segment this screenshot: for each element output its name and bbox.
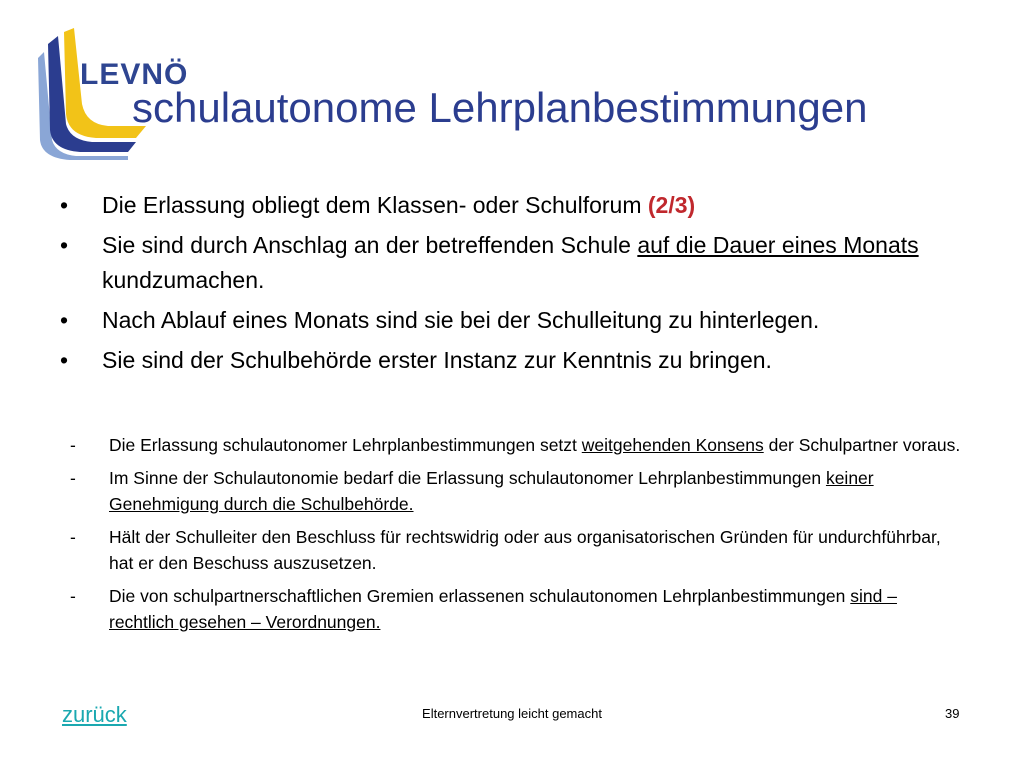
- dash-list: [66, 432, 966, 642]
- dash-text: Hält der Schulleiter den Beschluss für rechtswidrig oder aus organisatorischen Gründen für undurchführbar, hat er den Beschuss auszusetzen.: [109, 527, 941, 573]
- bullet-item: [58, 228, 958, 298]
- dash-item: [66, 583, 966, 635]
- bullet-item: [58, 343, 958, 378]
- dash-item: [66, 432, 966, 458]
- bullet-text: Die Erlassung obliegt dem Klassen- oder Schulforum: [102, 192, 648, 218]
- back-link[interactable]: zurück: [62, 702, 127, 727]
- dash-text: Im Sinne der Schulautonomie bedarf die Erlassung schulautonomer Lehrplanbestimmungen: [109, 468, 826, 488]
- dash-item: [66, 465, 966, 517]
- dash-text-post: der Schulpartner voraus.: [763, 435, 961, 455]
- dash-underlined: keiner Genehmigung durch die Schulbehörde.: [109, 468, 874, 514]
- bullet-text: Nach Ablauf eines Monats sind sie bei der Schulleitung zu hinterlegen.: [102, 307, 820, 333]
- dash-text: Die von schulpartnerschaftlichen Gremien erlassenen schulautonomen Lehrplanbestimmungen: [109, 586, 851, 606]
- bullet-text-post: kundzumachen.: [102, 267, 265, 293]
- dash-icon: -: [70, 586, 76, 606]
- dash-icon: -: [70, 435, 76, 455]
- bullet-text: Sie sind der Schulbehörde erster Instanz zur Kenntnis zu bringen.: [102, 347, 772, 373]
- page-title: schulautonome Lehrplanbestimmungen: [132, 84, 868, 131]
- main-bullet-list: [58, 188, 958, 383]
- bullet-icon: •: [60, 192, 69, 218]
- footer-text: Elternvertretung leicht gemacht: [422, 706, 602, 721]
- bullet-icon: •: [60, 347, 69, 373]
- bullet-icon: •: [60, 307, 69, 333]
- dash-underlined: sind – rechtlich gesehen – Verordnungen.: [109, 586, 897, 632]
- bullet-text: Sie sind durch Anschlag an der betreffenden Schule: [102, 232, 638, 258]
- logo-text: LEVNÖ: [80, 58, 189, 91]
- bullet-item: [58, 303, 958, 338]
- dash-text: Die Erlassung schulautonomer Lehrplanbestimmungen setzt: [109, 435, 582, 455]
- bullet-icon: •: [60, 232, 69, 258]
- page-number: 39: [945, 706, 960, 721]
- bullet-item: [58, 188, 958, 223]
- dash-item: [66, 524, 966, 576]
- dash-icon: -: [70, 468, 76, 488]
- bullet-underlined: auf die Dauer eines Monats: [637, 232, 919, 258]
- dash-underlined: weitgehenden Konsens: [581, 435, 764, 455]
- dash-icon: -: [70, 527, 76, 547]
- bullet-emphasis: (2/3): [647, 192, 696, 218]
